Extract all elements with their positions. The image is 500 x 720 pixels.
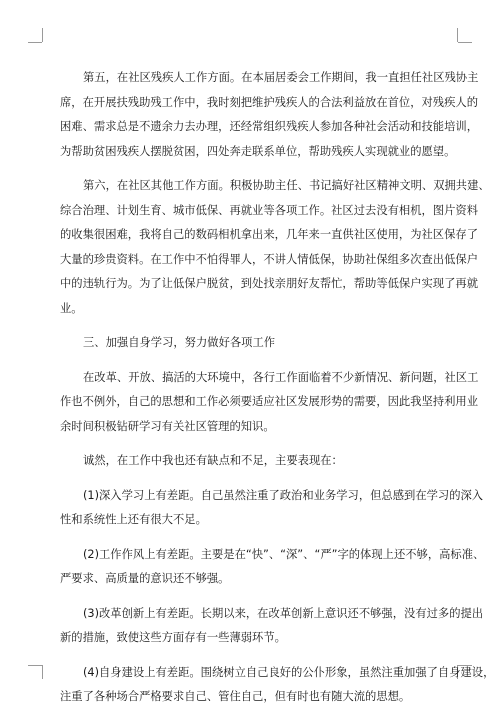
paragraph-line: 业。 — [60, 301, 83, 315]
paragraph-line: 新的措施，致使这些方面存有一些薄弱环节。 — [60, 631, 286, 644]
paragraph — [60, 331, 450, 356]
paragraph-line: 困难、需求总是不遗余力去办理，还经常组织残疾人参加各种社会活动和技能培训， — [60, 120, 478, 133]
paragraph-line: 第五，在社区残疾人工作方面。在本届居委会工作期间，我一直担任社区残协主 — [83, 71, 479, 84]
paragraph-line: (3)改革创新上有差距。长期以来，在改革创新上意识还不够强，没有过多的提出 — [83, 606, 484, 620]
paragraph-line: 三、加强自身学习，努力做好各项工作 — [83, 336, 276, 349]
paragraph — [60, 602, 484, 651]
crop-mark-top-right-h — [458, 42, 472, 43]
paragraph-line: 诚然，在工作中我也还有缺点和不足，主要表现在： — [83, 454, 343, 467]
paragraph — [60, 174, 490, 321]
paragraph-line: 注重了各种场合严格要求自己、管住自己，但有时也有随大流的思想。 — [60, 690, 411, 703]
paragraph — [60, 449, 450, 474]
paragraph-line: 作也不例外，自己的思想和工作必须要适应社区发展形势的需要，因此我坚持利用业 — [60, 395, 478, 408]
paragraph — [60, 661, 495, 710]
paragraph-line: (2)工作作风上有差距。主要是在“快”、“深”、“严”字的体现上还不够，高标准、 — [83, 547, 485, 561]
paragraph-line: 在改革、开放、搞活的大环境中，各行工作面临着不少新情况、新问题，社区工 — [83, 370, 479, 384]
paragraph-line: 的收集很困难，我将自己的数码相机拿出来，几年来一直供社区使用，为社区保存了 — [60, 228, 478, 241]
paragraph-line: 为帮助贫困残疾人摆脱贫困，四处奔走联系单位，帮助残疾人实现就业的愿望。 — [60, 144, 456, 158]
crop-mark-bottom-left-v — [42, 665, 43, 679]
document-body — [60, 66, 495, 720]
paragraph-line: 第六，在社区其他工作方面。积极协助主任、书记搞好社区精神文明、双拥共建、 — [83, 179, 490, 192]
paragraph — [60, 484, 484, 533]
paragraph-line: (1)深入学习上有差距。自己虽然注重了政治和业务学习，但总感到在学习的深入 — [83, 488, 484, 502]
paragraph-line: 大量的珍贵资料。在工作中不怕得罪人，不讲人情低保，协助社保组多次查出低保户 — [60, 252, 478, 266]
paragraph-line: 性和系统性上还有很大不足。 — [60, 513, 207, 526]
crop-mark-top-left-v — [42, 28, 43, 42]
paragraph-line: 余时间积极钻研学习有关社区管理的知识。 — [60, 419, 275, 433]
paragraph-line: 中的违轨行为。为了让低保户脱贫，到处找亲朋好友帮忙，帮助等低保户实现了再就 — [60, 277, 478, 290]
crop-mark-top-right-v — [457, 28, 458, 42]
paragraph-line: 严要求、高质量的意识还不够强。 — [60, 572, 230, 585]
crop-mark-top-left-h — [28, 42, 42, 43]
paragraph-line: 综合治理、计划生育、城市低保、再就业等各项工作。社区过去没有相机，图片资料 — [60, 203, 478, 217]
paragraph-line: (4)自身建设上有差距。围绕树立自己良好的公仆形象，虽然注重加强了自身建设， — [83, 665, 495, 679]
paragraph-line: 席，在开展扶残助残工作中，我时刻把维护残疾人的合法利益放在首位，对残疾人的 — [60, 95, 478, 109]
paragraph — [60, 543, 485, 592]
crop-mark-bottom-left-h — [28, 665, 42, 666]
paragraph — [60, 66, 479, 164]
paragraph — [60, 366, 479, 440]
